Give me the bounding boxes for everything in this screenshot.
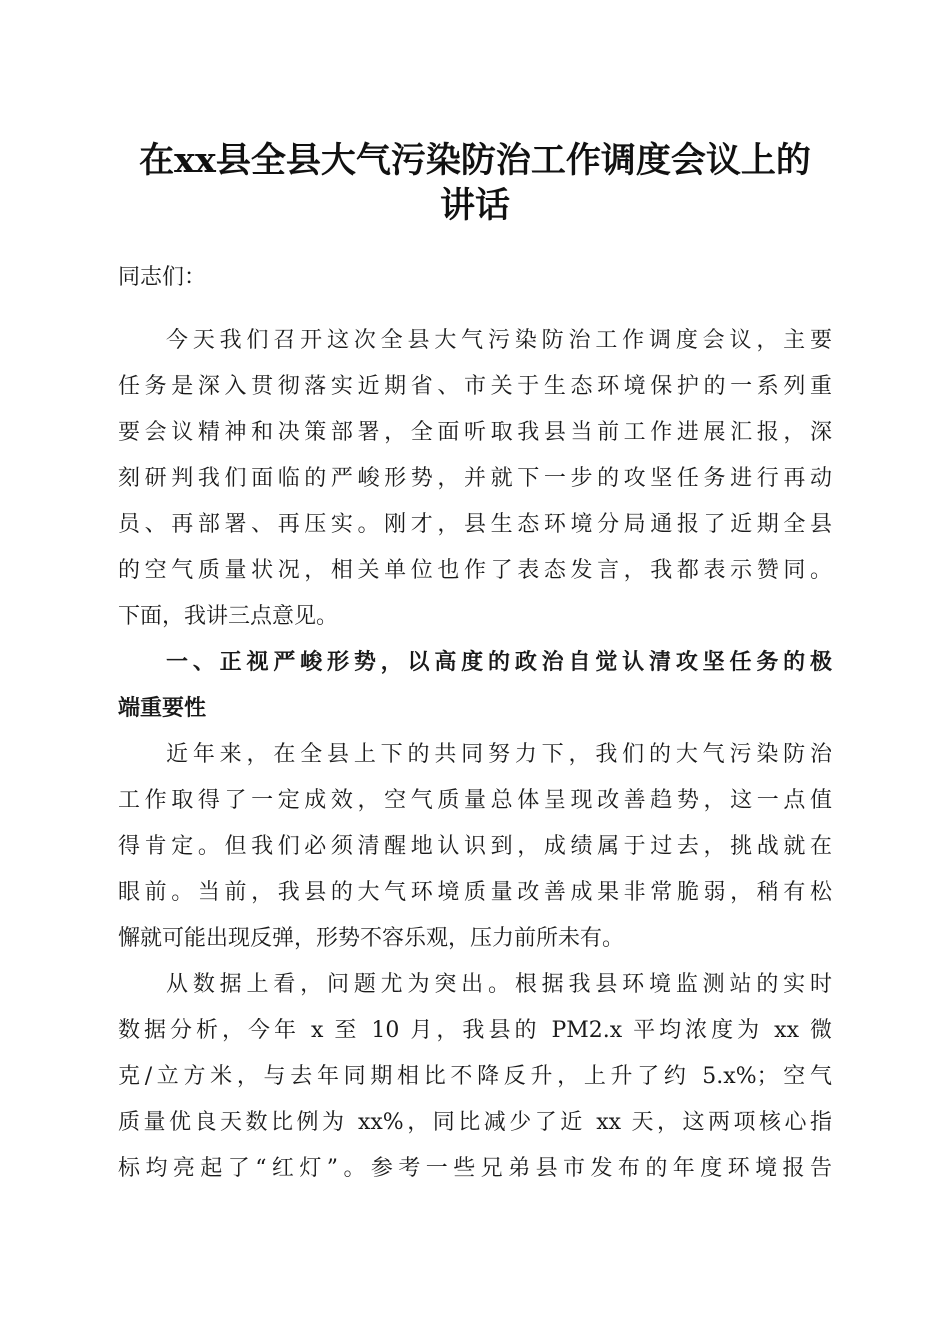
paragraph-line: 的空气质量状况，相关单位也作了表态发言，我都表示赞同。 — [118, 558, 832, 583]
title-line-2: 讲话 — [439, 185, 510, 226]
document-title — [100, 138, 850, 228]
paragraph-line: 数据分析，今年 x 至 10 月，我县的 PM2.x 平均浓度为 xx 微 — [118, 1018, 832, 1043]
paragraph-line: 懈就可能出现反弹，形势不容乐观，压力前所未有。 — [118, 926, 625, 951]
paragraph-line: 质量优良天数比例为 xx%，同比减少了近 xx 天，这两项核心指 — [118, 1110, 832, 1135]
paragraph-line: 要会议精神和决策部署，全面听取我县当前工作进展汇报，深 — [118, 420, 832, 445]
paragraph-line: 下面，我讲三点意见。 — [118, 604, 339, 629]
salutation: 同志们： — [118, 265, 207, 290]
paragraph-line: 工作取得了一定成效，空气质量总体呈现改善趋势，这一点值 — [118, 788, 832, 813]
paragraph-line: 近年来，在全县上下的共同努力下，我们的大气污染防治 — [166, 742, 832, 767]
title-line-1: 在xx县全县大气污染防治工作调度会议上的 — [139, 140, 811, 181]
section-heading-line: 一、正视严峻形势，以高度的政治自觉认清攻坚任务的极 — [166, 650, 832, 675]
paragraph-line: 标均亮起了“红灯”。参考一些兄弟县市发布的年度环境报告 — [118, 1156, 832, 1181]
paragraph-line: 刻研判我们面临的严峻形势，并就下一步的攻坚任务进行再动 — [118, 466, 832, 491]
paragraph-line: 任务是深入贯彻落实近期省、市关于生态环境保护的一系列重 — [118, 374, 832, 399]
paragraph-line: 克/立方米，与去年同期相比不降反升，上升了约 5.x%；空气 — [118, 1064, 832, 1089]
paragraph-line: 今天我们召开这次全县大气污染防治工作调度会议，主要 — [166, 328, 832, 353]
paragraph-line: 员、再部署、再压实。刚才，县生态环境分局通报了近期全县 — [118, 512, 832, 537]
paragraph-line: 从数据上看，问题尤为突出。根据我县环境监测站的实时 — [166, 972, 832, 997]
paragraph-line: 眼前。当前，我县的大气环境质量改善成果非常脆弱，稍有松 — [118, 880, 832, 905]
section-heading-line: 端重要性 — [118, 696, 207, 721]
paragraph-line: 得肯定。但我们必须清醒地认识到，成绩属于过去，挑战就在 — [118, 834, 832, 859]
